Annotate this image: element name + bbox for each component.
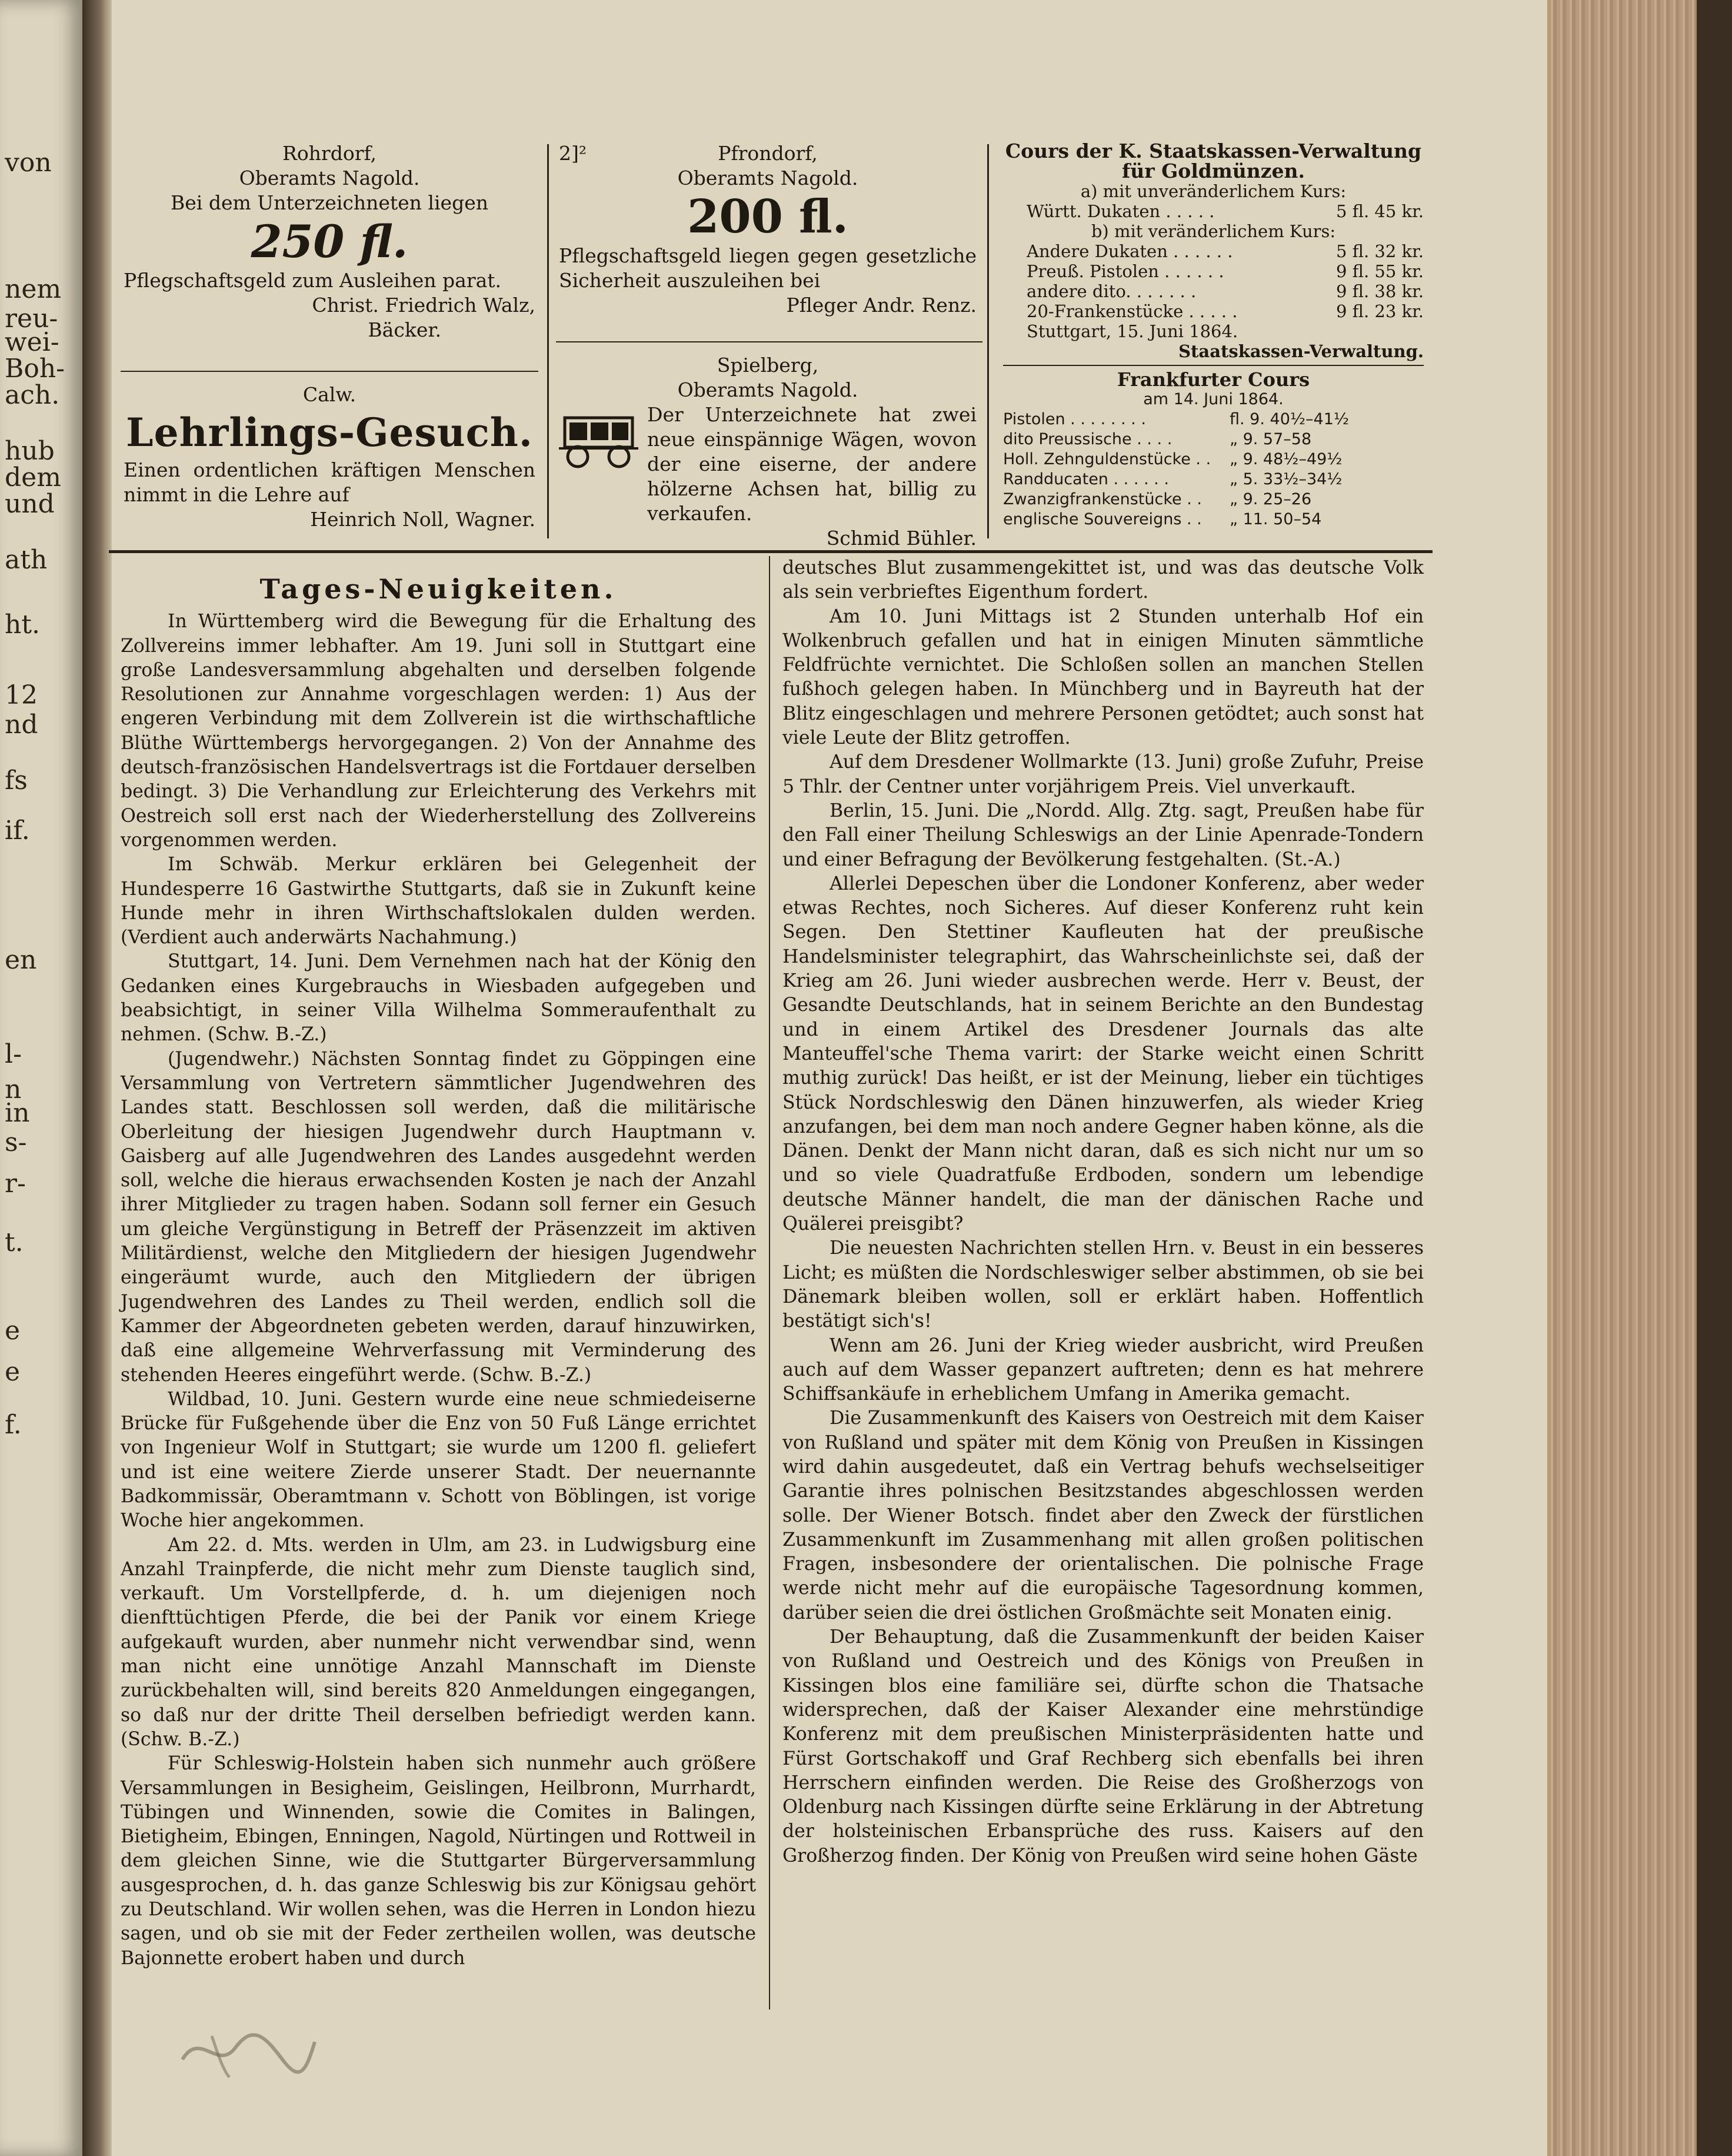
cours-row: [1003, 261, 1424, 281]
ad-calw: [124, 382, 535, 532]
news-left-column: [121, 574, 756, 1971]
previous-page-text-fragment: if.: [5, 816, 30, 846]
news-paragraph: Am 22. d. Mts. werden in Ulm, am 23. in Ludwigsburg eine Anzahl Trainpferde, die nicht mehr zum Dienste tauglich sind, verkauft. Um Vorstellpferde, d. h. um diejenigen noch dienfttüchtigen Pferde, die bei der Panik vor einem Kriege aufgekauft wurden, aber nunmehr nicht verwendbar sind, wenn man nicht eine unnötige Anzahl Mannschaft im Dienste zurückbehalten will, sind bereits 820 Anmeldungen eingegangen, so daß nur der dritte Theil derselben befriedigt werden kann. (Schw. B.-Z.): [121, 1534, 756, 1750]
ad-pfrondorf-signature: Pfleger Andr. Renz.: [786, 294, 977, 317]
cours-row: [1003, 201, 1424, 221]
news-heading: Tages-Neuigkeiten.: [259, 573, 617, 605]
ad-rohrdorf-body: Pflegschaftsgeld zum Ausleihen parat.: [124, 269, 502, 292]
previous-page-text-fragment: fs: [5, 766, 28, 796]
ad-calw-body: Einen ordentlichen kräftigen Menschen nimmt in die Lehre auf: [124, 458, 535, 506]
previous-page-text-fragment: e: [5, 1316, 21, 1346]
previous-page-text-fragment: nd: [5, 710, 38, 740]
column-rule: [769, 556, 770, 2009]
ad-calw-place: Calw.: [302, 383, 357, 406]
cours-footer: Staatskassen-Verwaltung.: [1178, 341, 1424, 361]
handwritten-mark: [176, 2018, 318, 2083]
news-paragraph: Der Behauptung, daß die Zusammenkunft der beiden Kaiser von Rußland und Oestreich und des Königs von Preußen in Kissingen blos eine familiäre sei, dürfte schon die Thatsache widersprechen, daß der Kaiser Alexander eine mehrstündige Konferenz mit dem preußischen Ministerpräsidenten hatte und Fürst Gortschakoff und Graf Rechberg sich ebenfalls bei ihren Herrschern einfinden werden. Die Reise des Großherzogs von Oldenburg nach Kissingen dürfte seine Erklärung in der Abtretung der holsteinischen Erbansprüche des russ. Kaisers auf den Großherzog finden. Der König von Preußen wird seine hohen Gäste: [782, 1626, 1424, 1866]
ad-rohrdorf-amount: 250 fl.: [251, 215, 408, 268]
frankfurt-row-label: Pistolen . . . . . . . .: [1003, 410, 1146, 428]
frankfurt-row: [1003, 490, 1424, 510]
previous-page-text-fragment: von: [5, 148, 52, 178]
previous-page-text-fragment: hub: [5, 436, 55, 466]
news-paragraph: Im Schwäb. Merkur erklären bei Gelegenheit der Hundesperre 16 Gastwirthe Stuttgarts, daß sie in Zukunft keine Hunde mehr in ihren Wirthschaftslokalen dulden werden. (Verdient auch anderwärts Nachahmung.): [121, 854, 756, 949]
previous-page-text-fragment: s-: [5, 1127, 27, 1157]
ad-rohrdorf-line3: Bei dem Unterzeichneten liegen: [171, 191, 488, 214]
previous-page-text-fragment: wei-: [5, 327, 59, 357]
news-paragraph: Die neuesten Nachrichten stellen Hrn. v. Beust in ein besseres Licht; es müßten die Nordschleswiger selber abstimmen, ob sie bei Dänemark bleiben wollen, soll er erklärt haben. Hoffentlich bestätigt sich's!: [782, 1237, 1424, 1332]
frankfurt-row-label: Randducaten . . . . . .: [1003, 470, 1169, 488]
news-paragraph: Berlin, 15. Juni. Die „Nordd. Allg. Ztg. sagt, Preußen habe für den Fall einer Theilung Schleswigs an der Linie Apenrade-Tondern und einer Befragung der Bevölkerung festgehalten. (St.-A.): [782, 800, 1424, 870]
cours-row: [1003, 281, 1424, 301]
news-right-column: [782, 556, 1424, 1868]
cours-row-label: Andere Dukaten . . . . . .: [1027, 241, 1233, 261]
ad-spielberg-body: Der Unterzeichnete hat zwei neue einspännige Wägen, wovon der eine eiserne, der andere hölzerne Achsen hat, billig zu verkaufen.: [647, 403, 977, 525]
frankfurt-row: [1003, 510, 1424, 530]
ad-divider: [556, 341, 982, 342]
frankfurt-row-value: „ 9. 25–26: [1230, 490, 1312, 508]
frankfurt-row-label: englische Souvereigns . .: [1003, 510, 1202, 528]
cours-row-label: 20-Frankenstücke . . . . .: [1027, 301, 1238, 321]
previous-page-text-fragment: n: [5, 1074, 22, 1104]
previous-page-text-fragment: r-: [5, 1169, 26, 1199]
previous-page-text-fragment: ht.: [5, 610, 41, 640]
ad-pfrondorf-body: Pflegschaftsgeld liegen gegen gesetzliche Sicherheit auszuleihen bei: [559, 244, 977, 292]
frankfurt-row-value: „ 9. 48½–49½: [1230, 450, 1343, 468]
previous-page-text-fragment: nem: [5, 274, 62, 304]
ad-rohrdorf-signature: Christ. Friedrich Walz,: [312, 294, 535, 317]
column-rule: [547, 144, 549, 538]
news-paragraph: Allerlei Depeschen über die Londoner Konferenz, aber weder etwas Rechtes, noch Sicheres. Auf dieser Konferenz ruht kein Segen. Den Stettiner Kaufleuten hat der preußische Handelsminister telegraphirt, das Wahrscheinlichste sei, daß der Krieg am 26. Juni wieder ausbrechen werde. Herr v. Beust, der Gesandte Deutschlands, hat in seinem Berichte an den Bundestag und in einem Artikel des Dresdener Journals das alte Manteuffel'sche Thema varirt: der Starke weicht einen Schritt muthig zurück! Das heißt, er ist der Meinung, lieber ein tüchtiges Stück Nordschleswig den Dänen hinzuwerfen, als wieder Krieg anzufangen, bei dem man noch andere Gegner haben könne, als die Dänen. Denkt der Mann nicht daran, daß es sich nicht nur um so und so viele Quadratfuße Erdboden, sondern um lebendige deutsche Männer handelt, die man der dänischen Rache und Quälerei preisgibt?: [782, 873, 1424, 1235]
cours-row: [1003, 241, 1424, 261]
frankfurt-row-value: „ 11. 50–54: [1230, 510, 1322, 528]
previous-page-text-fragment: in: [5, 1098, 30, 1128]
ad-divider: [121, 371, 538, 372]
frankfurt-row-value: „ 5. 33½–34½: [1230, 470, 1343, 488]
cours-title1: Cours der K. Staatskassen-Verwaltung: [1005, 139, 1422, 162]
table-divider: [1003, 365, 1424, 366]
book-gutter: [82, 0, 112, 2156]
frankfurt-row: [1003, 470, 1424, 490]
news-paragraph: Die Zusammenkunft des Kaisers von Oestreich mit dem Kaiser von Rußland und später mit dem König von Preußen in Kissingen wird dahin ausgedeutet, daß ein Vertrag behufs wechselseitiger Garantie ihres polnischen Besitzstandes abgeschlossen werden solle. Der Wiener Botsch. findet aber den Zweck der fürstlichen Zusammenkunft im Zusammenhang mit allen großen politischen Fragen, insbesondere der orientalischen. Die polnische Frage werde nicht mehr auf die europäische Tagesordnung kommen, darüber seien die drei östlichen Großmächte seit Monaten einig.: [782, 1408, 1424, 1623]
ad-pfrondorf-line2: Oberamts Nagold.: [677, 167, 858, 189]
section-rule: [109, 550, 1433, 553]
cours-date: Stuttgart, 15. Juni 1864.: [1027, 321, 1238, 341]
previous-page-edge: [0, 0, 82, 2156]
ad-spielberg-signature: Schmid Bühler.: [826, 527, 977, 550]
ad-rohrdorf-line2: Oberamts Nagold.: [239, 167, 420, 189]
previous-page-text-fragment: t.: [5, 1227, 24, 1257]
ad-pfrondorf-line1: Pfrondorf,: [718, 142, 818, 165]
previous-page-text-fragment: f.: [5, 1410, 22, 1440]
ad-pfrondorf-amount: 200 fl.: [687, 190, 848, 244]
frankfurt-row-value: fl. 9. 40½–41½: [1230, 410, 1350, 428]
ad-spielberg-line1: Spielberg,: [717, 354, 819, 377]
news-paragraph-continued: deutsches Blut zusammengekittet ist, und was das deutsche Volk als sein verbrieftes Eigenthum fordert.: [782, 557, 1424, 603]
previous-page-text-fragment: reu-: [5, 304, 58, 334]
previous-page-text-fragment: Boh-: [5, 354, 65, 384]
column-rule: [987, 144, 989, 538]
frankfurt-row-label: dito Preussische . . . .: [1003, 430, 1173, 448]
cours-row-value: 9 fl. 38 kr.: [1335, 281, 1424, 301]
cours-sub-a: a) mit unveränderlichem Kurs:: [1080, 181, 1347, 201]
news-paragraph: Auf dem Dresdener Wollmarkte (13. Juni) große Zufuhr, Preise 5 Thlr. der Centner unter vorjährigem Preis. Viel unverkauft.: [782, 751, 1424, 797]
ad-pfrondorf-marker: 2]²: [559, 142, 587, 165]
frankfurt-date: am 14. Juni 1864.: [1143, 390, 1284, 408]
previous-page-text-fragment: 12: [5, 680, 38, 710]
wagon-icon: [559, 413, 638, 469]
ad-pfrondorf: [559, 141, 977, 318]
ad-rohrdorf-signature2: Bäcker.: [368, 318, 441, 341]
previous-page-text-fragment: l-: [5, 1039, 22, 1069]
news-paragraph: Am 10. Juni Mittags ist 2 Stunden unterhalb Hof ein Wolkenbruch gefallen und hat in einigen Minuten sämmtliche Feldfrüchte vernichtet. Die Schloßen sollen an manchen Stellen fußhoch gelegen haben. In Münchberg und in Bayreuth hat der Blitz eingeschlagen und mehrere Personen getödtet; auch sonst hat viele Leute der Blitz getroffen.: [782, 605, 1424, 749]
previous-page-text-fragment: ach.: [5, 380, 60, 410]
previous-page-text-fragment: und: [5, 489, 55, 519]
previous-page-text-fragment: dem: [5, 463, 61, 493]
cours-row-label: Preuß. Pistolen . . . . . .: [1027, 261, 1224, 281]
frankfurt-row-value: „ 9. 57–58: [1230, 430, 1312, 448]
cours-table: [1003, 141, 1424, 361]
previous-page-text-fragment: en: [5, 945, 37, 975]
ad-spielberg-line2: Oberamts Nagold.: [677, 378, 858, 401]
frankfurt-row: [1003, 410, 1424, 430]
cours-row-label: Württ. Dukaten . . . . .: [1027, 201, 1215, 221]
news-paragraph: Wildbad, 10. Juni. Gestern wurde eine neue schmiedeiserne Brücke für Fußgehende über die Enz von 50 Fuß Länge errichtet von Ingenieur Wolf in Stuttgart; sie wurde um 1200 fl. geliefert und ist eine weitere Zierde unserer Stadt. Der neuernannte Badkommissär, Oberamtmann v. Schott von Böblingen, ist vorige Woche hier angekommen.: [121, 1388, 756, 1532]
frankfurt-title: Frankfurter Cours: [1117, 368, 1310, 391]
cours-row-value: 5 fl. 32 kr.: [1335, 241, 1424, 261]
frankfurt-row-label: Zwanzigfrankenstücke . .: [1003, 490, 1202, 508]
cours-sub-b: b) mit veränderlichem Kurs:: [1091, 221, 1336, 241]
cours-row-value: 9 fl. 23 kr.: [1335, 301, 1424, 321]
ad-rohrdorf-line1: Rohrdorf,: [282, 142, 377, 165]
frankfurt-row: [1003, 450, 1424, 470]
news-paragraph: (Jugendwehr.) Nächsten Sonntag findet zu Göppingen eine Versammlung von Vertretern sämmtlicher Jugendwehren des Landes statt. Beschlossen soll werden, daß die militärische Oberleitung der hiesigen Jugendwehr durch Hauptmann v. Gaisberg auf alle Jugendwehren des Landes ausgedehnt werden soll, welche die hieraus erwachsenden Kosten je nach der Anzahl ihrer Mitglieder zu tragen haben. Sodann soll ferner ein Gesuch um gleiche Vergünstigung in Betreff der Präsenzzeit im aktiven Militärdienst, welche den Mitgliedern der hiesigen Jugendwehr eingeräumt wurde, auch den Mitgliedern der übrigen Jugendwehren des Landes zu Theil werden, endlich soll die Kammer der Abgeordneten gebeten werden, darauf hinzuwirken, daß eine allgemeine Wehrverfassung mit Verminderung des stehenden Heeres eingeführt werde. (Schw. B.-Z.): [121, 1048, 756, 1386]
frankfurt-row-label: Holl. Zehnguldenstücke . .: [1003, 450, 1211, 468]
cours-row-value: 9 fl. 55 kr.: [1335, 261, 1424, 281]
frankfurt-row: [1003, 430, 1424, 450]
cours-row-label: andere dito. . . . . . .: [1027, 281, 1197, 301]
news-paragraph: Für Schleswig-Holstein haben sich nunmehr auch größere Versammlungen in Besigheim, Geislingen, Heilbronn, Murrhardt, Tübingen und Winnenden, sowie die Comites in Balingen, Bietigheim, Ebingen, Enningen, Nagold, Nürtingen und Rottweil in dem gleichen Sinne, wie die Stuttgarter Bürgerversammlung ausgesprochen, d. h. das ganze Schleswig bis zur Königsau gehört zu Deutschland. Wir wollen sehen, was die Herren in London hiezu sagen, und ob sie mit der Feder zertheilen wollen, was deutsche Bajonnette erobert haben und durch: [121, 1753, 756, 1969]
cours-title2: für Goldmünzen.: [1122, 159, 1305, 182]
news-paragraph: Wenn am 26. Juni der Krieg wieder ausbricht, wird Preußen auch auf dem Wasser gepanzert auftreten; denn es hat mehrere Schiffsankäufe in erheblichem Umfang in Amerika gemacht.: [782, 1335, 1424, 1405]
cours-row: [1003, 301, 1424, 321]
news-paragraph: In Württemberg wird die Bewegung für die Erhaltung des Zollvereins immer lebhafter. Am 19. Juni soll in Stuttgart eine große Landesversammlung abgehalten und derselben folgende Resolutionen zur Annahme vorgeschlagen werden: 1) Aus der engeren Verbindung mit dem Zollverein ist die wirthschaftliche Blüthe Württembergs hervorgegangen. 2) Von der Annahme des deutsch-französischen Handelsvertrags ist die Fortdauer derselben bedingt. 3) Die Verhandlung zur Erleichterung des Verkehrs mit Oestreich soll erst nach der Wiederherstellung des Zollvereins vorgenommen werden.: [121, 611, 756, 851]
ad-calw-headline: Lehrlings-Gesuch.: [126, 410, 533, 455]
cours-row-value: 5 fl. 45 kr.: [1335, 201, 1424, 221]
previous-page-text-fragment: ath: [5, 545, 48, 575]
ad-calw-signature: Heinrich Noll, Wagner.: [310, 508, 535, 531]
previous-page-text-fragment: e: [5, 1357, 21, 1387]
frankfurt-table: [1003, 370, 1424, 530]
news-paragraph: Stuttgart, 14. Juni. Dem Vernehmen nach hat der König den Gedanken eines Kurgebrauchs in Wiesbaden aufgegeben und beabsichtigt, in seiner Villa Wilhelma Sommeraufenthalt zu nehmen. (Schw. B.-Z.): [121, 951, 756, 1046]
ad-rohrdorf: [124, 141, 535, 342]
page-edges: [1547, 0, 1732, 2156]
